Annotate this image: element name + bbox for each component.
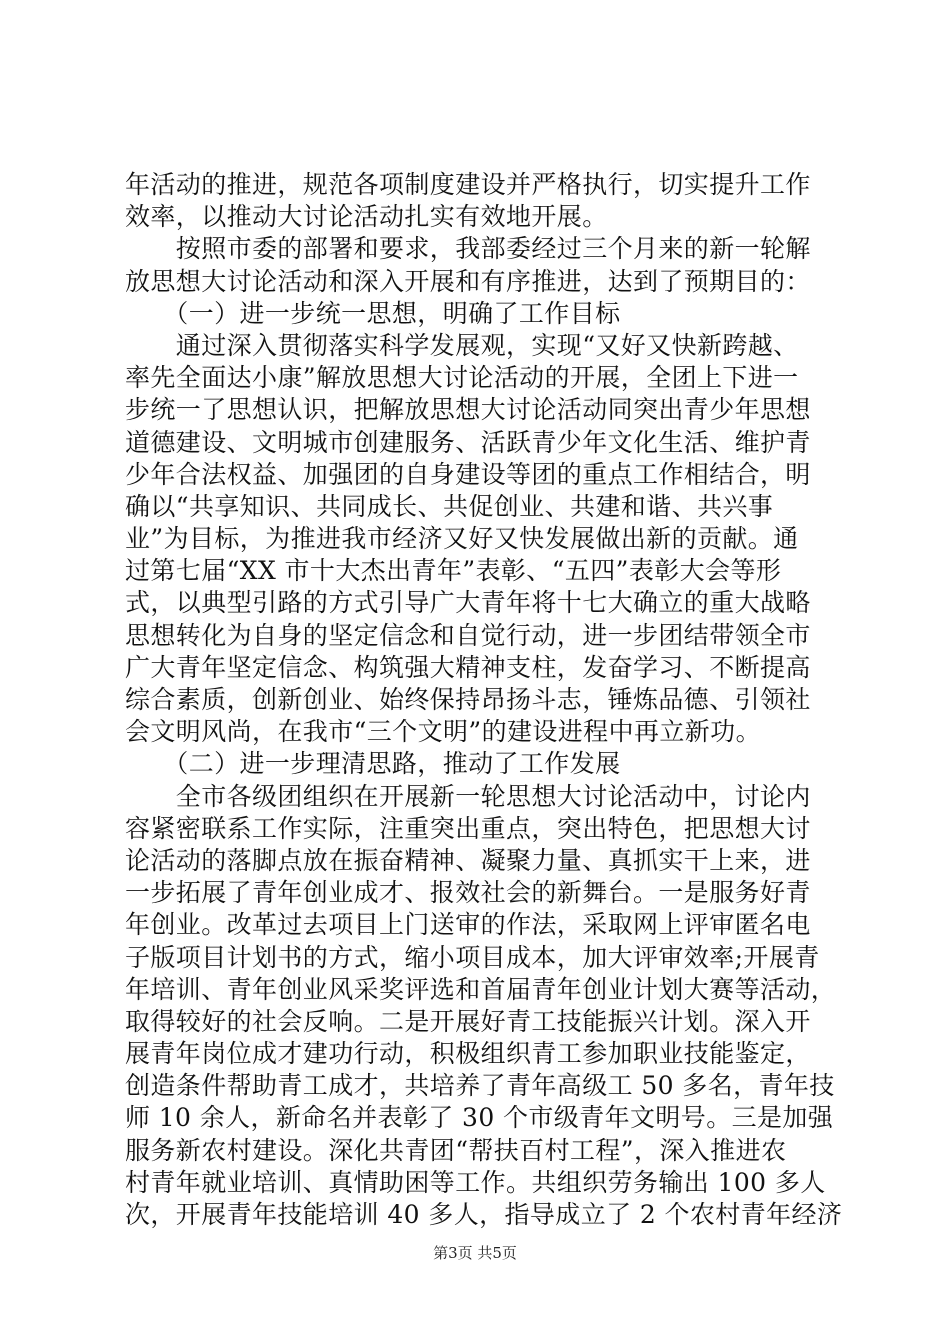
text-line: 按照市委的部署和要求，我部委经过三个月来的新一轮解	[125, 234, 811, 264]
text-line: 取得较好的社会反响。二是开展好青工技能振兴计划。深入开	[125, 1006, 811, 1036]
text-line: 创造条件帮助青工成才，共培养了青年高级工 50 多名，青年技	[125, 1071, 835, 1101]
document-body	[125, 169, 843, 1231]
text-line: 率先全面达小康”解放思想大讨论活动的开展，全团上下进一	[125, 363, 799, 393]
text-line: 一步拓展了青年创业成才、报效社会的新舞台。一是服务好青	[125, 878, 811, 908]
text-line: 道德建设、文明城市创建服务、活跃青少年文化生活、维护青	[125, 427, 811, 457]
text-line: 效率，以推动大讨论活动扎实有效地开展。	[125, 202, 608, 232]
text-line: 全市各级团组织在开展新一轮思想大讨论活动中，讨论内	[125, 781, 811, 811]
text-line: 会文明风尚，在我市“三个文明”的建设进程中再立新功。	[125, 717, 761, 747]
text-line: 村青年就业培训、真情助困等工作。共组织劳务输出 100 多人	[125, 1167, 826, 1197]
text-line: 思想转化为自身的坚定信念和自觉行动，进一步团结带领全市	[125, 620, 811, 650]
text-line: 放思想大讨论活动和深入开展和有序推进，达到了预期目的：	[125, 266, 811, 296]
text-line: 步统一了思想认识，把解放思想大讨论活动同突出青少年思想	[125, 395, 811, 425]
text-line: 式，以典型引路的方式引导广大青年将十七大确立的重大战略	[125, 588, 811, 618]
text-line: 论活动的落脚点放在振奋精神、凝聚力量、真抓实干上来，进	[125, 845, 811, 875]
text-line: 少年合法权益、加强团的自身建设等团的重点工作相结合，明	[125, 459, 811, 489]
text-line: （二）进一步理清思路，推动了工作发展	[125, 749, 621, 779]
text-line: 年活动的推进，规范各项制度建设并严格执行，切实提升工作	[125, 170, 811, 199]
text-line: 业”为目标，为推进我市经济又好又快发展做出新的贡献。通	[125, 524, 799, 554]
text-line: 师 10 余人，新命名并表彰了 30 个市级青年文明号。三是加强	[125, 1103, 834, 1133]
text-line: 容紧密联系工作实际，注重突出重点，突出特色，把思想大讨	[125, 813, 811, 843]
text-line: 广大青年坚定信念、构筑强大精神支柱，发奋学习、不断提高	[125, 652, 811, 682]
text-line: 年创业。改革过去项目上门送审的作法，采取网上评审匿名电	[125, 910, 811, 940]
text-line: 展青年岗位成才建功行动，积极组织青工参加职业技能鉴定，	[125, 1039, 811, 1069]
text-line: 年培训、青年创业风采奖评选和首届青年创业计划大赛等活动，	[125, 974, 837, 1004]
text-line: 确以“共享知识、共同成长、共促创业、共建和谐、共兴事	[125, 491, 774, 521]
text-line: 综合素质，创新创业、始终保持昂扬斗志，锤炼品德、引领社	[125, 685, 811, 714]
text-line: 过第七届“XX 市十大杰出青年”表彰、“五四”表彰大会等形	[125, 556, 782, 586]
text-line: 服务新农村建设。深化共青团“帮扶百村工程”，深入推进农	[125, 1135, 787, 1165]
text-line: 子版项目计划书的方式，缩小项目成本，加大评审效率;开展青	[125, 942, 820, 972]
text-line: 次，开展青年技能培训 40 多人，指导成立了 2 个农村青年经济	[125, 1200, 843, 1229]
text-line: （一）进一步统一思想，明确了工作目标	[125, 298, 621, 328]
page-footer: 第3页 共5页	[433, 1244, 517, 1262]
text-line: 通过深入贯彻落实科学发展观，实现“又好又快新跨越、	[125, 330, 799, 360]
